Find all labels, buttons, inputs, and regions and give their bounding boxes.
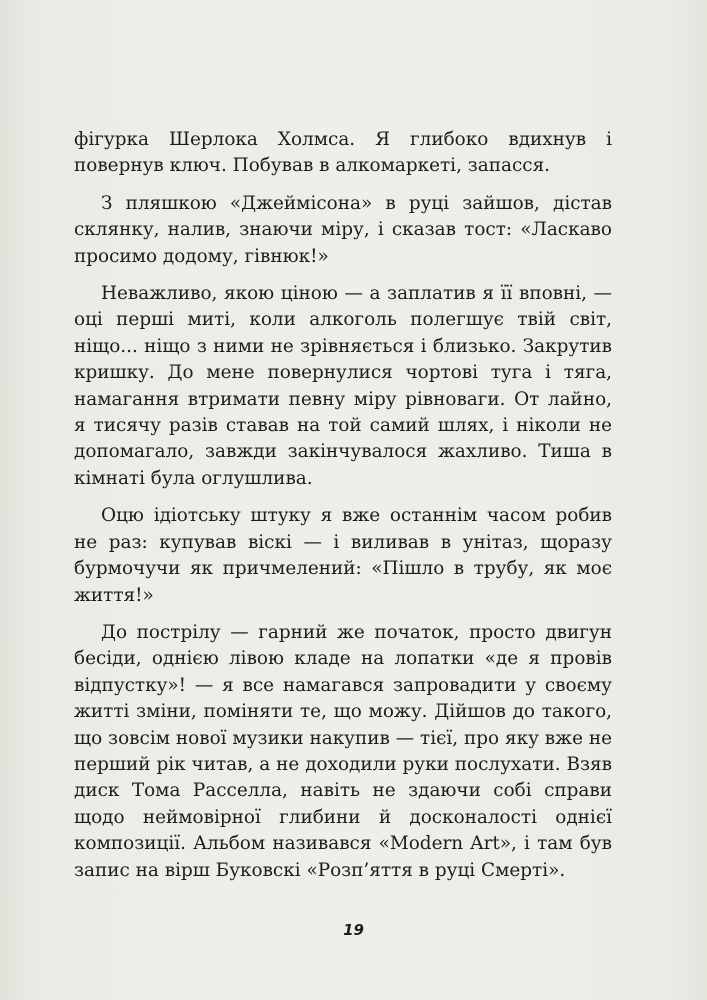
paragraph-1: фігурка Шерлока Холмса. Я глибоко вдихнув і повернув ключ. Побував в алкомаркеті, запасся. <box>74 129 612 177</box>
body-text <box>74 127 612 884</box>
paragraph-3: Неважливо, якою ціною — а заплатив я її вповні, — оці перші миті, коли алкоголь полегшує твій світ, ніщо... ніщо з ними не зрівняється і близько. Закрутив кришку. До мене повернулися чортові туга і тяга, намагання втримати певну міру рівноваги. От лайно, я тисячу разів ставав на той самий шлях, і ніколи не допомагало, завжди закінчувалося жахливо. Тиша в кімнаті була оглушлива. <box>74 283 612 489</box>
paragraph-5: До пострілу — гарний же початок, просто двигун бесіди, однією лівою кладе на лопатки «де я провів відпустку»! — я все намагався запровадити у своєму житті зміни, поміняти те, що можу. Дійшов до такого, що зовсім нової музики накупив — тієї, про яку вже не перший рік читав, а не доходили руки послухати. Взяв диск Тома Расселла, навіть не здаючи собі справи щодо неймовірної глибини й досконалості однієї композиції. Альбом називався «Modern Art», і там був запис на вірш Буковскі «Розп’яття в руці Смерті». <box>74 621 612 881</box>
paragraph-4: Оцю ідіотську штуку я вже останнім часом робив не раз: купував віскі — і виливав в унітаз, щоразу бурмочучи як причмелений: «Пішло в трубу, як моє життя!» <box>74 505 612 606</box>
paragraph-2: З пляшкою «Джеймісона» в руці зайшов, дістав склянку, налив, знаючи міру, і сказав тост: «Ласкаво просимо додому, гівнюк!» <box>74 192 612 267</box>
page-number: 19 <box>343 921 364 939</box>
